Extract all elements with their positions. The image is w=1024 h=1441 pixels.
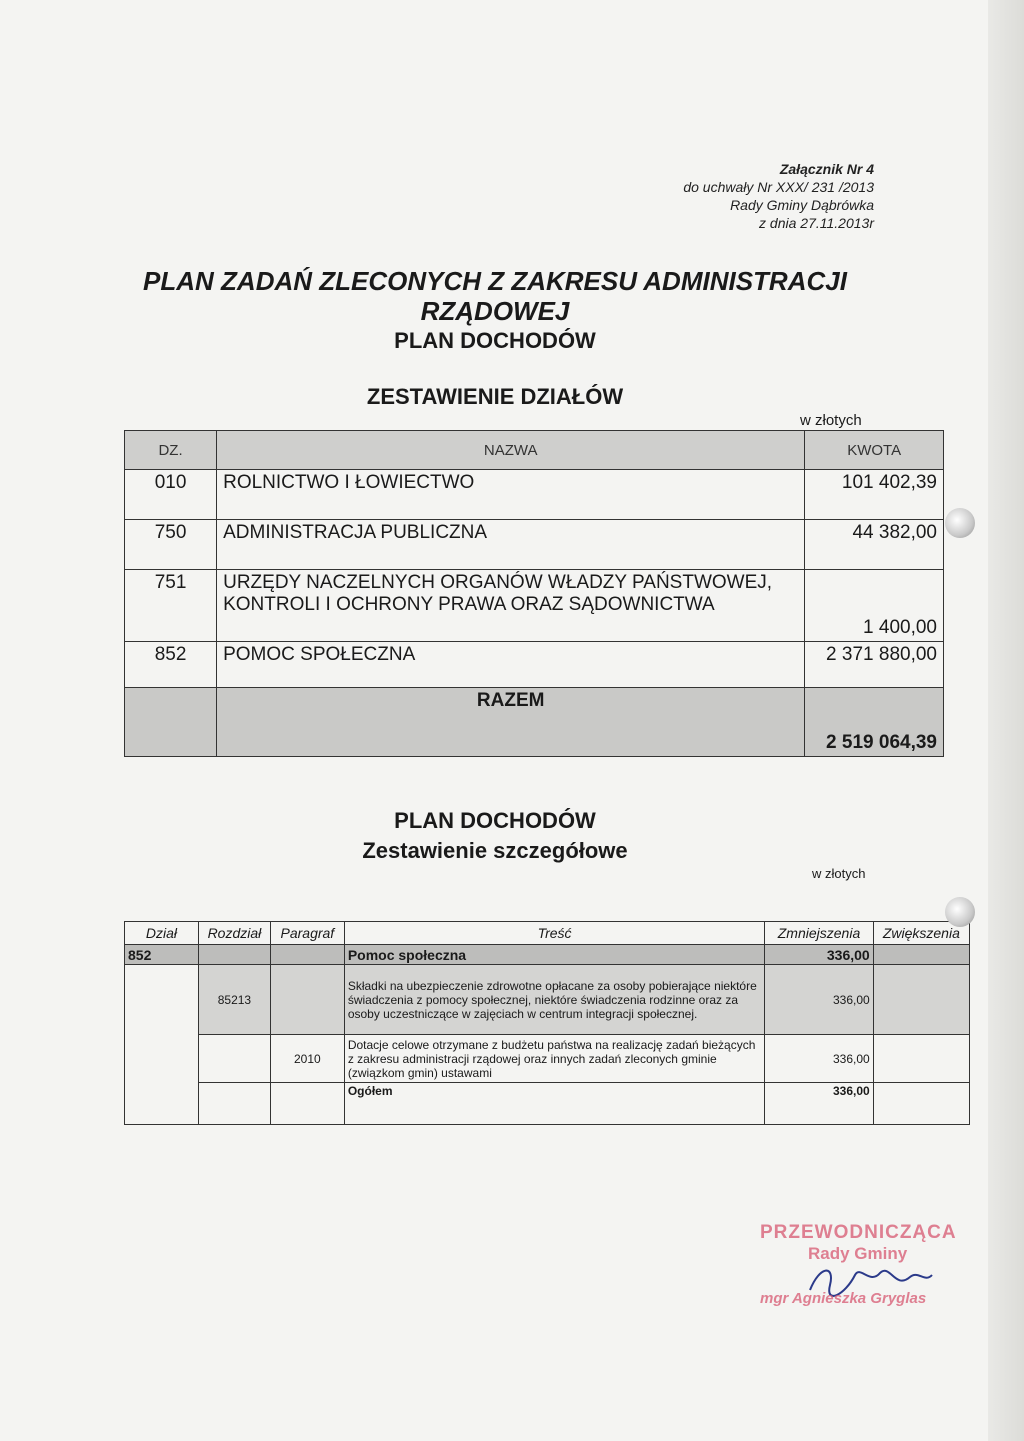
total-row — [125, 1083, 970, 1125]
row-rozdzial — [198, 1083, 270, 1125]
total-row — [125, 688, 944, 757]
row-amount: 2 371 880,00 — [805, 642, 944, 688]
table-row — [125, 642, 944, 688]
header-tresc: Treść — [344, 922, 764, 945]
row-name: ROLNICTWO I ŁOWIECTWO — [217, 470, 805, 520]
currency-unit: w złotych — [800, 412, 862, 429]
table-row — [125, 520, 944, 570]
total-amount: 2 519 064,39 — [805, 688, 944, 757]
sections-summary-table — [124, 430, 944, 757]
section2-subtitle: Zestawienie szczegółowe — [362, 838, 628, 863]
total-label: RAZEM — [217, 688, 805, 757]
row-zmniejszenia: 336,00 — [765, 1083, 873, 1125]
attachment-note — [683, 160, 874, 232]
row-tresc: Dotacje celowe otrzymane z budżetu państwa na realizację zadań bieżących z zakresu administracji rządowej oraz innych zadań zleconych gminie (związkom gmin) ustawami — [344, 1035, 764, 1083]
stamp-name: mgr Agnieszka Gryglas — [760, 1290, 927, 1307]
row-tresc: Składki na ubezpieczenie zdrowotne opłacane za osoby pobierające niektóre świadczenia z pomocy społecznej, niektóre świadczenia rodzinne oraz za osoby uczestniczące w zajęciach w centrum integracji społecznej. — [344, 965, 764, 1035]
row-zwiekszenia — [873, 965, 969, 1035]
punch-hole-icon — [945, 508, 975, 538]
header-name: NAZWA — [217, 431, 805, 470]
row-dz: 010 — [125, 470, 217, 520]
row-zmniejszenia: 336,00 — [765, 965, 873, 1035]
row-dz: 751 — [125, 570, 217, 642]
table-row — [125, 570, 944, 642]
row-rozdzial — [198, 1035, 270, 1083]
row-amount: 44 382,00 — [805, 520, 944, 570]
header-paragraf: Paragraf — [270, 922, 344, 945]
attachment-number: Załącznik Nr 4 — [779, 161, 874, 177]
document-title — [0, 266, 990, 326]
title-line-2: RZĄDOWEJ — [420, 296, 570, 326]
row-zwiekszenia — [873, 1083, 969, 1125]
row-zmniejszenia: 336,00 — [765, 1035, 873, 1083]
header-zwiekszenia: Zwiększenia — [873, 922, 969, 945]
header-rozdzial: Rozdział — [198, 922, 270, 945]
resolution-number: do uchwały Nr XXX/ 231 /2013 — [683, 179, 874, 195]
row-rozdzial: 85213 — [198, 965, 270, 1035]
council-name: Rady Gminy Dąbrówka — [730, 197, 874, 213]
row-dzial: 852 — [125, 945, 199, 965]
row-zwiekszenia — [873, 945, 969, 965]
header-amount: KWOTA — [805, 431, 944, 470]
row-tresc: Pomoc społeczna — [344, 945, 764, 965]
table-header-row — [125, 922, 970, 945]
row-zwiekszenia — [873, 1035, 969, 1083]
row-name: ADMINISTRACJA PUBLICZNA — [217, 520, 805, 570]
row-name: POMOC SPOŁECZNA — [217, 642, 805, 688]
row-tresc: Ogółem — [344, 1083, 764, 1125]
table-row — [125, 945, 970, 965]
total-empty — [125, 688, 217, 757]
subtitle-income-plan: PLAN DOCHODÓW — [394, 328, 596, 353]
row-amount: 101 402,39 — [805, 470, 944, 520]
row-paragraf — [270, 1083, 344, 1125]
table-row — [125, 1035, 970, 1083]
row-zmniejszenia: 336,00 — [765, 945, 873, 965]
page-edge — [988, 0, 1024, 1441]
table-header-row — [125, 431, 944, 470]
currency-unit-2: w złotych — [812, 866, 866, 881]
subtitle-sections-summary: ZESTAWIENIE DZIAŁÓW — [366, 384, 624, 409]
row-paragraf — [270, 945, 344, 965]
stamp-title: PRZEWODNICZĄCA — [760, 1222, 957, 1243]
header-dz: DZ. — [125, 431, 217, 470]
header-zmniejszenia: Zmniejszenia — [765, 922, 873, 945]
punch-hole-icon — [945, 897, 975, 927]
row-dz: 852 — [125, 642, 217, 688]
stamp-council: Rady Gminy — [808, 1244, 908, 1263]
row-dz: 750 — [125, 520, 217, 570]
resolution-date: z dnia 27.11.2013r — [759, 215, 874, 231]
row-rozdzial — [198, 945, 270, 965]
row-amount: 1 400,00 — [805, 570, 944, 642]
section2-title: PLAN DOCHODÓW — [394, 808, 596, 833]
table-row — [125, 965, 970, 1035]
row-paragraf — [270, 965, 344, 1035]
header-dzial: Dział — [125, 922, 199, 945]
detailed-table — [124, 921, 970, 1125]
row-paragraf: 2010 — [270, 1035, 344, 1083]
table-row — [125, 470, 944, 520]
row-name: URZĘDY NACZELNYCH ORGANÓW WŁADZY PAŃSTWOWEJ, KONTROLI I OCHRONY PRAWA ORAZ SĄDOWNICTWA — [217, 570, 805, 642]
row-dzial — [125, 965, 199, 1125]
title-line-1: PLAN ZADAŃ ZLECONYCH Z ZAKRESU ADMINISTRACJI — [143, 266, 847, 296]
